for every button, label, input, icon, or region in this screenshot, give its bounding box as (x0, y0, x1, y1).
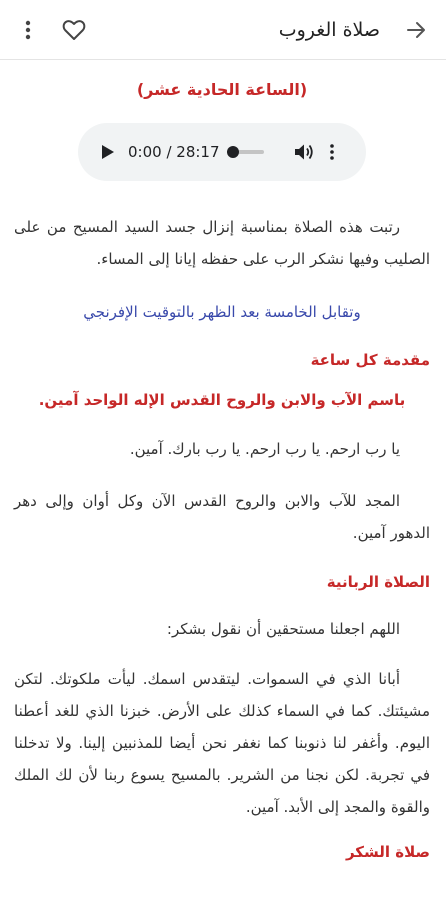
prayer-intro-paragraph: اللهم اجعلنا مستحقين أن نقول بشكر: (166, 620, 400, 638)
audio-progress-slider[interactable] (232, 150, 264, 154)
page-title: صلاة الغروب (278, 18, 380, 41)
app-bar (0, 0, 446, 60)
section-heading-lords-prayer: الصلاة الربانية (326, 573, 430, 591)
app-bar-title-group (279, 16, 436, 44)
kyrie-paragraph: يا رب ارحم. يا رب ارحم. يا رب بارك. آمين. (129, 440, 400, 458)
volume-icon[interactable] (294, 143, 314, 161)
audio-progress-knob[interactable] (227, 146, 239, 158)
audio-more-icon[interactable] (330, 144, 334, 160)
arrow-back-icon[interactable] (402, 16, 430, 44)
section-heading-thanksgiving: صلاة الشكر (345, 843, 430, 861)
app-bar-actions (10, 16, 88, 44)
play-icon[interactable] (98, 142, 118, 162)
audio-time: 0:00 / 28:17 (128, 143, 220, 161)
section-heading-intro: مقدمة كل ساعة (310, 351, 430, 369)
timing-note: وتقابل الخامسة بعد الظهر بالتوقيت الإفرنجي (83, 303, 361, 321)
invocation-line: باسم الآب والابن والروح القدس الإله الواحد آمين. (38, 391, 406, 409)
audio-player (78, 123, 366, 181)
intro-paragraph: رتبت هذه الصلاة بمناسبة إنزال جسد السيد المسيح من على الصليب وفيها نشكر الرب على حفظه إيانا إلى المساء. (14, 218, 430, 268)
hour-heading: (الساعة الحادية عشر) (136, 80, 308, 99)
lords-prayer-paragraph: أبانا الذي في السموات. ليتقدس اسمك. ليأت ملكوتك. لتكن مشيئتك. كما في السماء كذلك على الأرض. خبزنا الذي للغد أعطنا اليوم. وأغفر لنا ذنوبنا كما نغفر نحن أيضا للمذنبين إلينا. ولا تدخلنا في تجربة. لكن نجنا من الشرير. بالمسيح يسوع ربنا لأن لك الملك والقوة والمجد إلى الأبد. آمين. (14, 670, 430, 816)
doxology-paragraph: المجد للآب والابن والروح القدس الآن وكل أوان وإلى دهر الدهور آمين. (14, 492, 430, 542)
prayer-content (0, 80, 446, 861)
heart-outline-icon[interactable] (60, 16, 88, 44)
more-vert-icon[interactable] (14, 16, 42, 44)
